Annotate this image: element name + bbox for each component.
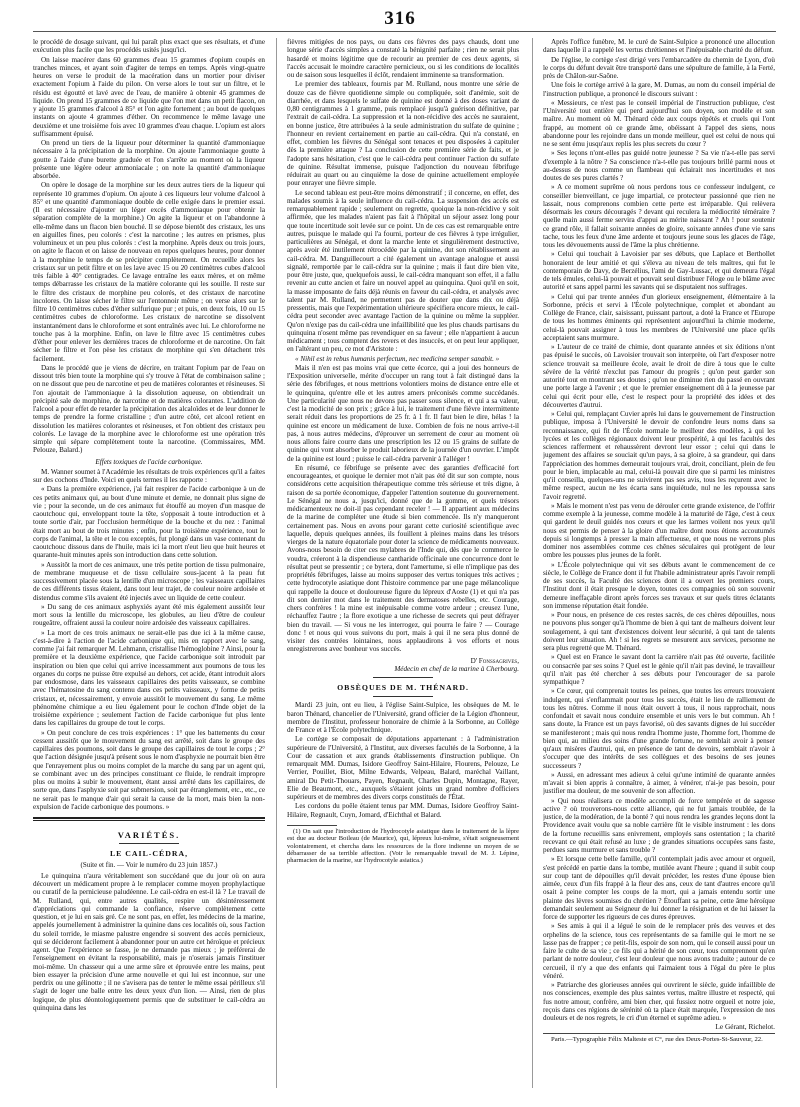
paragraph: « Dans la première expérience, j'ai fait respirer de l'acide carbonique à un de ces petits animaux qui, au bout d'une minute et demie, ne donnait plus signe de vie ; pour la seconde, un de ces animaux fut étouffé au moyen d'un masque de caoutchouc qui, enveloppant toute la tête, s'opposait à toute introduction et à toute sortie d'air, par l'occlusion hermétique de la bouche et du nez : l'animal était mort au bout de trois minutes ; enfin, pour la troisième expérience, tout le corps de l'animal, la tête et le cou exceptés, fut plongé dans un vase contenant du caoutchouc dissous dans de l'huile, mais ici la mort n'eut lieu que huit heures et quarante-huit minutes après son introduction dans cette solution. [33, 485, 265, 560]
paragraph: « Messieurs, ce n'est pas le conseil impérial de l'instruction publique, c'est l'Université tout entière qui perd aujourd'hui son doyen, son modèle et son maître. Au moment où M. Thénard cède aux coups répétés et cruels qui l'ont frappé, au moment où ce grande âme, obéissant à l'appel des siens, nous abandonne pour les rejoindre dans un monde meilleur, quel est celui de nous qui ne se sent ému jusqu'aux replis les plus secrets du cœur ? [543, 98, 775, 148]
paragraph: » On peut conclure de ces trois expériences : 1° que les battements du cœur cessent aussitôt que le mouvement du sang est arrêté, soit dans le groupe des capillaires des poumons, soit dans le groupe des capillaires de tout le corps ; 2° que l'action désignée jusqu'à présent sous le nom d'asphyxie ne pourrait bien être que l'enrayement plus ou moins complet de la marche du sang par un agent qui, se combinant avec un des principes constituant ce fluide, le rendrait impropre plus ou moins à subir le mouvement, étant aussi arrêté dans les capillaires, de sorte que, dans l'asphyxie soit par submersion, soit par étranglement, etc., etc., ce ne serait pas le manque d'air qui serait la cause de la mort, mais bien la non-expulsion de l'acide carbonique des poumons. » [33, 728, 265, 811]
paragraph: Mais il n'en est pas moins vrai que cette écorce, qui a joui des honneurs de l'Exposition universelle, mérite d'occuper un rang tout à fait distingué dans la série des fébrifuges, et nous mettrions volontiers moins de distance entre elle et le quinquina, qu'entre elle et les autres amers préconisés comme succédanés. Une particularité que nous ne devons pas passer sous silence, et qui a sa valeur, c'est la modicité de son prix ; grâce à lui, le traitement d'une fièvre intermittente serait réduit dans les proportions de 25 fr. à 1 fr. Il faut bien le dire, hélas ! la quinine est encore un médicament de luxe. Combien de fois ne nous arrive-t-il pas, à nous autres médecins, d'éprouver un serrement de cœur au moment où nous allons faire courre dans une prescription les 12 ou 15 grains de sulfate de quinine qui vont absorber le produit laborieux de la journée d'un ouvrier. L'impôt de la quinine est lourd ; puisse le cail-cédra parvenir à l'alléger ! [287, 363, 519, 463]
footnote-rule [287, 825, 337, 826]
paragraph: » Ses leçons n'ont-elles pas guidé notre jeunesse ? Sa vie n'a-t-elle pas servi d'exemple à la nôtre ? Sa conscience n'a-t-elle pas toujours brillé parmi nous et au-dessus de nous comme un flambeau qui éclairait nos incertitudes et nos doutes de ses pures clartés ? [543, 149, 775, 182]
paragraph: » Pour nous, en présence de ces restes sacrés, de ces chères dépouilles, nous ne pouvons plus songer qu'à l'homme de bien à qui tant de malheurs doivent leur soulagement, à qui tant d'existences doivent leur sécurité, à qui tant de talents doivent leur situation. Ah ! si les regrets se mesurent aux services, personne ne sera plus regretté que M. Thénard. [543, 611, 775, 652]
column-divider-right [532, 38, 533, 1088]
paragraph: » Aussi, en adressant mes adieux à celui qu'une intimité de quarante années m'avait si bien appris à connaître, à aimer, à vénérer, n'ai-je pas besoin, pour justifier ma douleur, de me souvenir de son affection. [543, 770, 775, 796]
paragraph: » Mais le moment n'est pas venu de dérouler cette grande existence, de l'offrir comme exemple à la jeunesse, comme modèle à la maturité de l'âge, c'est à ceux qui gardent le deuil guidés nos cœurs et que les larmes voilent nos yeux qu'il nous est permis de penser à la gloire d'un maître dont nous étions accoutumés depuis si longtemps à presser la main affectueuse, et que nous ne verrons plus dominer nos assemblées comme ces chênes séculaires qui protègent de leur ombre les pousses plus jeunes de la forêt. [543, 501, 775, 560]
paragraph: » Ce cœur, qui comprenait toutes les peines, que toutes les erreurs trouvaient indulgent, qui s'enflammait pour tous les succès, était le lieu de ralliement de tous les nôtres. Comme il nous était ouvert à tous, il nous rapprochait, nous confondait et savait nous conduire ensemble et unis vers le but commun. Ah ! sans doute, la France est un pays favorisé, où des savants dignes de lui succéder se manifesteront ; mais qui nous rendra l'homme juste, l'homme fort, l'homme de bien qui, au milieu des soins d'une grande fortune, ne semblait avoir à penser qu'aux misères d'autrui, qui, en présence de tant de devoirs, semblait n'avoir à s'occuper que des intérêts de ses collègues et des besoins de ses jeunes successeurs ? [543, 687, 775, 770]
paragraph: Mardi 23 juin, ont eu lieu, à l'église Saint-Sulpice, les obsèques de M. le baron Thénard, chancelier de l'Université, grand officier de la Légion d'honneur, membre de l'Institut, professeur honoraire de chimie à la Sorbonne, au Collège de France et à l'École polytechnique. [287, 701, 519, 734]
paragraph: » A ce moment suprême où nous perdons tous ce confesseur indulgent, ce conseiller bienveillant, ce juge impartial, ce protecteur passionné que rien ne lassait, nous comprenons combien cette perte est irréparable. Qui relèvera désormais les cœurs découragés ? devant qui reculera la médiocrité téméraire ? quelle main aussi ferme servira d'appui au mérite naissant ? Ah ! pour soutenir ce grand rôle, il fallait soixante années de gloire, soixante années d'une vie sans tache, tous les feux d'une âme ardente et toujours jeune sous les glaces de l'âge, tous les dévouements aussi de l'âme la plus chrétienne. [543, 183, 775, 249]
paragraph: Une fois le cortège arrivé à la gare, M. Dumas, au nom du conseil impérial de l'instruction publique, a prononcé le discours suivant : [543, 81, 775, 98]
paragraph: On laisse macérer dans 60 grammes d'eau 15 grammes d'opium coupés en tranches minces, et ayant soin d'agiter de temps en temps. Après vingt-quatre heures on verse le produit de la macération dans un mortier pour diviser exactement l'opium à l'aide du pilon. On verse alors le tout sur un filtre, et le résidu est égoutté et lavé avec de l'eau, de manière à obtenir 45 grammes de liquide. On prend 15 grammes de ce liquide que l'on met dans un petit flacon, on y ajoute 15 grammes d'alcool à 85° et l'on agite fortement ; au bout de quelques instants on ajoute 4 grammes d'éther. On recommence le même lavage une deuxième et une troisième fois avec 10 grammes d'eau chaque. L'opium est alors suffisamment épuisé. [33, 55, 265, 138]
paragraph: On opère le dosage de la morphine sur les deux autres tiers de la liqueur qui représente 10 grammes d'opium. On ajoute à ces liqueurs leur volume d'alcool à 85° et une quantité d'ammoniaque double de celle exigée dans le premier essai. (Il est nécessaire d'ajouter un léger excès d'ammoniaque pour obtenir la séparation complète de la morphine.) On agite la liqueur et on l'abandonne à elle-même dans un flacon bien bouché. Il se dépose bientôt des cristaux, les uns en aiguilles fines, peu colorés : c'est la narcotine ; les autres en prismes, plus volumineux et un peu plus colorés : c'est la morphine. Après deux ou trois jours, on agite le flacon et on laisse de nouveau en repos quelques heures, pour donner à la morphine le temps de se précipiter complètement. On recueille alors les cristaux sur un petit filtre et on les lave avec 15 ou 20 centimètres cubes d'alcool très faible à 40° centigrades. Ce lavage entraîne les eaux mères, et on même temps débarrasse les cristaux de la matière colorante qui les souille. Il reste sur le filtre des cristaux de morphine peu colorés, et des cristaux de narcotine incolores. On laisse sécher le filtre sur l'entonnoir même ; on verse alors sur le filtre 10 centimètres cubes d'éther sulfurique pur ; et puis, en deux fois, 10 ou 15 centimètres cubes de chloroforme. Les cristaux de narcotine se dissolvent instantanément dans le chloroforme et sont entraînés avec lui. Le chloroforme ne touche pas à la morphine. Enfin, on lave le filtre avec 15 centimètres cubes d'éther pour enlever les dernières traces de chloroforme et de narcotine. On fait sécher le filtre et l'on pèse les cristaux de morphine qui s'en détachent très facilement. [33, 181, 265, 363]
paragraph: M. Wanner soumet à l'Académie les résultats de trois expériences qu'il a faites sur des cochons d'Inde. Voici en quels termes il les rapporte : [33, 467, 265, 484]
paragraph: » Quel est en France le savant dont la carrière n'ait pas été ouverte, facilitée ou consacrée par ses soins ? Quel est le génie qu'il n'ait pas deviné, le travailleur qu'il n'ait pas été chercher à ses débuts pour l'encourager de sa parole sympathique ? [543, 653, 775, 686]
paragraph: » Ses amis à qui il a légué le soin de le remplacer près des veuves et des orphelins de la science, tous ces représentants de sa famille qui le mort ne se lasse pas de frapper ; ce petit-fils, espoir de son nom, qui le conseil aussi pour un faire le culte de sa vie ; ce fils qui a hérité de son cœur, tous comprennent qu'en parlant de notre douleur, c'est leur douleur que nous avons traduite ; autour de ce cercueil, il n'y a que des enfants qui l'aimaient tous à l'égal du père le plus vénéré. [543, 922, 775, 980]
paragraph: Le cortège se composait de députations appartenant : à l'administration supérieure de l'Université, à l'Institut, aux diverses facultés de la Sorbonne, à la Cour de cassation et aux grands établissements d'instruction publique. On remarquait MM. Dumas, Isidore Geoffroy Saint-Hilaire, Flourens, Pelouze, Le Verrier, Pouillet, Biot, Milne Edwards, Velpeau, Balard, maréchal Vaillant, amiral Du Petit-Thouars, Payen, Regnault, Charles Dupin, Montagne, Rayer, Elie de Beaumont, etc., auxquels s'étaient joints un grand nombre d'officiers supérieurs et de membres des divers corps constitués de l'État. [287, 735, 519, 801]
paragraph: De l'église, le cortège s'est dirigé vers l'embarcadère du chemin de Lyon, d'où le corps du défunt devait être transporté dans une sépulture de famille, à la Ferté, près de Châlon-sur-Saône. [543, 55, 775, 80]
section-title-varietes: VARIÉTÉS. [117, 830, 181, 840]
paragraph: » Aussitôt la mort de ces animaux, une très petite portion de tissu pulmonaire, de membrane muqueuse et de tissu cellulaire sous-jacent à la peau fut successivement placée sous la lentille d'un microscope ; les vaisseaux capillaires de ces différents tissus étaient, dans tout leur trajet, de couleur noire ardoisée et distendus comme s'ils avaient été injectés avec un liquide de cette couleur. [33, 560, 265, 602]
signature: D' Fonssagrives, [470, 656, 519, 665]
paragraph: » Du sang de ces animaux asphyxiés ayant été mis également aussitôt leur mort sous la lentille du microscope, les globules, au lieu d'être de couleur rougeâtre, offraient aussi la couleur noire ardoisée des vaisseaux capillaires. [33, 602, 265, 628]
article-title-thenard: OBSÈQUES DE M. THÉNARD. [337, 683, 469, 692]
paragraph: Le quinquina n'aura véritablement son succédané que du jour où on aura découvert un médicament propre à le remplacer comme moyen prophylactique ou curatif de la pernicieuse paludéenne. Le cail-cédra en est-il là ? Le travail de M. Rulland, qui, entre autres qualités, respire un désintéressement d'appréciations qui commande la confiance, réserve complètement cette question, et je lui en sais gré. Ce ne sont pas, en effet, les médecins de la marine, appelés journellement à administrer la quinine dans ces localités où, sous l'action du soleil torride, le miasme palustre engendre si souvent des accès pernicieux, qui se décideront facilement à abandonner pour un autre cet héroïque et précieux agent. Que l'expérience se fasse, je ne demande pas mieux ; je préférerai de l'enseignement en évitant la responsabilité, mais je n'oserais jamais l'instituer moi-même. Un chasseur qui a une arme sûre et éprouvée entre les mains, peut bien essayer la précision d'une arme nouvelle et qui lui est inconnue, sur une perdrix ou une gélinotte ; il ne s'avisera pas de tenter le même essai périlleux s'il s'agit de loger une balle entre les deux yeux d'un lion. — Ainsi, rien de plus logique, de plus déontologiquement permis que de substituer le cail-cédra au quinquina dans les [33, 871, 265, 1012]
header-rule [33, 31, 776, 32]
paragraph: Les cordons du poêle étaient tenus par MM. Dumas, Isidore Geoffroy Saint-Hilaire, Regnault, Cuyn, Jomard, d'Eichthal et Balard. [287, 802, 519, 819]
paragraph: » Celui qui par trente années d'un glorieux enseignement, élémentaire à la Sorbonne, précis et servi à l'École polytechnique, complet et abondant au Collège de France, clair, saisissant, puissant partout, a doté la France et l'Europe de tous les hommes éminents qui représentent aujourd'hui la chimie moderne, celui-là pouvait assigner à tous les membres de l'Université une place qu'ils acceptaient sans murmure. [543, 292, 775, 342]
short-rule [373, 696, 433, 697]
paragraph: fièvres mitigées de nos pays, ou dans ces fièvres des pays chauds, dont une longue série d'accès simples a constaté la bénignité parfaite ; rien ne serait plus hasardé et moins légitime que de recourir au premier de ces deux agents, si l'accès accusait le moindre caractère pernicieux, ou si les conditions de localités ou de saison sous lesquelles il éclôt, rendaient imminente sa transformation. [287, 38, 519, 79]
signature-role: Médecin en chef de la marine à Cherbourg. [394, 664, 519, 673]
paragraph: » La mort de ces trois animaux ne serait-elle pas due ici à la même cause, c'est-à-dire à l'action de l'acide carbonique qui, mis en rapport avec le sang, comme j'ai fait remarquer M. Lehmann, cristallise l'hémoglobine ? Ainsi, pour la première et la deuxième expérience, que l'acide carbonique soit introduit par inspiration ou bien que celui qui arrive incessamment aux poumons de tous les organes du corps ne puisse être expulsé au dehors, cet acide, étant introduit alors par endosmose, dans les vaisseaux capillaires des petits vaisseaux, se combine avec l'hématosine du sang contenu dans ces petits vaisseaux, y forme de petits cristaux, et, nécessairement, y envoie aussitôt le mouvement du sang. Le même phénomène chimique a eu lieu également pour le cochon d'Inde objet de la troisième expérience ; seulement l'action de l'acide carbonique fut plus lente dans les capillaires du groupe de tout le corps. [33, 628, 265, 728]
column-divider-left [276, 38, 277, 1088]
paragraph: Le premier des tableaux, fournis par M. Rulland, nous montre une série de douze cas de fièvre quotidienne simple ou compliquée, soit d'anémie, soit de diarrhée, et dans lesquels le sulfate de quinine est donné à des doses variant de 0,80 centigrammes à 1 gramme, puis remplacé jusqu'à guérison définitive, par l'extrait de cail-cédra. La suppression et la non-récidive des accès ne sauraient, en bonne justice, être attribuées à la seule administration du sulfate de quinine ; l'honneur en revient certainement en partie au cail-cédra. Qui n'a constaté, en effet, combien les fièvres du Sénégal sont tenaces et peu disposées à capituler dès la première attaque ? La conclusion de cette première série de faits, et je l'adopte sans hésitation, c'est que le cail-cédra peut continuer l'action du sulfate de quinine. Résultat immense, puisque l'adjonction du nouveau fébrifuge réduirait au quart ou au cinquième la dose de quinine actuellement employée pour enrayer une fièvre simple. [287, 80, 519, 188]
paragraph: le procédé de dosage suivant, qui lui paraît plus exact que ses résultats, et d'une exécution plus facile que les procédés usités jusqu'ici. [33, 38, 265, 55]
footnote: (1) On sait que l'introduction de l'hydrocotyle asiatique dans le traitement de la lèpre est due au docteur Boileau (de Maurice), qui, lépreux lui-même, s'était soigneusement volontairement, et chercha dans les ressources de la flore indienne un moyen de se débarrasser de sa terrible affection. (Voir le remarquable travail de M. J. Lépine, pharmacien de la marine, sur l'hydrocotyle asiatica.) [287, 827, 519, 865]
paragraph: » L'auteur de ce traité de chimie, dont quarante années et six éditions n'ont pas épuisé le succès, où Lavoisier trouvait son interprète, où l'art d'exposer notre science trouvait sa meilleure école, avait le droit de dire à tous que le culte sévère de la vérité n'exclut pas l'amour du progrès ; qu'on peut garder son autorité tout en montrant ses doutes ; qu'on ne diminue rien du passé en ouvrant une porte large à l'avenir ; et que le premier enseignement dû à la jeunesse par celui qui écrit pour elle, c'est le respect pour la propriété des idées et des découvertes d'autrui. [543, 343, 775, 409]
paragraph: En résumé, ce fébrifuge se présente avec des garanties d'efficacité fort encourageantes, et quoique le dernier mot n'ait pas été dit sur son compte, nous considérons cette acquisition thérapeutique comme très sérieuse et très digne, à raison de sa portée économique, d'appeler l'attention soutenue du gouvernement. Le Sénégal ne nous a, jusqu'ici, donné que de la gomme, et quels trésors médicamenteux ne doit-il pas cependant receler ! — Il appartient aux médecins de la marine de compléter une étude si bien commencée. Ils n'y manqueront certainement pas. Nous en avons pour garant cette curiosité scientifique avec laquelle, depuis quelques années, ils fouillent à pleines mains dans les trésors vierges de la nature équatoriale pour doter la science de médicaments nouveaux. Avons-nous besoin de citer ces mylabres de l'Inde qui, dès que le commerce le voudra, créeront à la dispendieuse cantharide officinale une concurrence dont le résultat peut se pressentir ; ce bytera, dont l'amertume, si elle n'implique pas des propriétés fébrifuges, laisse au moins supposer des vertus toniques très actives ; cette hydrocotyle asiatique dont l'histoire commence par une page mélancolique qui rappelle la douce et douloureuse figure du lépreux d'Aoste (1) et qui n'a pas dit son dernier mot dans le traitement des dermatoses rebelles, etc. Courage, chers confrères ! la mine est inépuisable comme votre ardeur ; creusez l'une, réchauffez l'autre ; la flore exotique a une richesse de secrets qui peut défrayer bien du travail. — Si vous ne les interrogez, qui pourra le faire ? — Courage donc ! et nous qui vous suivons du port, mais à qui il ne sera plus donné de visiter des contrées lointaines, nous applaudirons à vos efforts et nous enregistrerons avec bonheur vos succès. [287, 463, 519, 654]
article-subtitle: (Suite et fin. — Voir le numéro du 23 juin 1857.) [80, 860, 218, 869]
quote: « Nihil est in rebus humanis perfectum, nec medicina semper sanabit. » [295, 354, 500, 363]
column-left [33, 38, 265, 1088]
paragraph: » Patriarche des glorieuses années qui ouvrirent le siècle, guide infaillible de nos consciences, exemple des plus saintes vertus, maître illustre et respecté, qui fus notre amour, confrère, ami bien cher, qui fussiez notre orgueil et notre joie, reçois dans ces régions de sérénité où ta place était marquée, l'expression de nos douleurs et de nos regrets, le cri d'un éternel et suprême adieu. » [543, 981, 775, 1022]
section-rule [33, 817, 265, 819]
page-number: 316 [384, 8, 416, 29]
short-rule [373, 677, 433, 678]
paragraph: Dans le procédé que je viens de décrire, en traitant l'opium par de l'eau on dissout très bien toute la morphine qui s'y trouve à l'état de combinaison saline ; on ne dissout que peu de narcotine et peu de matières colorantes et résineuses. Si l'on ajoutait de l'ammoniaque à la dissolution aqueuse, on obtiendrait un précipité sale de morphine, de narcotine et de matières colorantes. L'addition de l'alcool a pour effet de retarder la précipitation des alcaloïdes et de leur donner le temps de prendre la forme cristalline ; d'un autre côté, cet alcool retient en dissolution les matières colorantes et résineuses, et l'on obtient des cristaux peu colorés. Le lavage de la morphine avec le chloroforme est une opération très simple qui sépare complètement toute la narcotine. (Commissaires, MM. Pelouze, Balard.) [33, 363, 265, 455]
column-right [543, 38, 775, 1088]
paragraph: » L'École polytechnique qui vit ses débuts avant le commencement de ce siècle, le Collège de France dont il fut l'habile administrateur après l'avoir rempli de ses succès, la Faculté des sciences dont il a ouvert les premiers cours, l'Institut dont il était presque le doyen, toutes ces compagnies où son souvenir demeure ineffaçable diront après forces ses travaux et sur quels titres éclatants son immense réputation était fondée. [543, 560, 775, 610]
paragraph: Le second tableau est peut-être moins démonstratif ; il concerne, en effet, des malades soumis à la seule influence du cail-cédra. La suspension des accès est remarquablement rapide ; seulement on regrette, quoique la non-récidive y soit affirmée, que les malades n'aient pas fait à l'hôpital un séjour assez long pour que toute incertitude soit levée sur ce point. Un de ces cas est remarquable entre autres, puisque le malade qui l'a fourni, porteur de ces fièvres à type irrégulier, particulières au Sénégal, et dont la marche lente et singulièrement destructive, après avoir été inutilement rétrocédée par la quinine, dut son rétablissement au cail-cédra. M. Danguillecourt a cité également un avantage analogue et aussi signalé, remportée par le cail-cédra sur la quinine ; mais il faut dire bien vite, pour être juste, que, quelquefois aussi, le cail-cédra manquant son effet, il a fallu revenir au cutte ancien et faire un nouvel appel au quinquina. Quoi qu'il en soit, la masse imposante de faits déjà réunis en faveur du cail-cédra, et analysés avec talent par M. Rulland, ne permettent pas de douter que dans dix ou déjà pressentis, mais que l'expérimentation ultérieure spécifiera encore mieux, le cail-cédra peut seconder avec avantage l'action de la quinine ou même la suppléer. Qu'on n'exige pas du cail-cédra une infaillibilité que les plus chauds partisans du quinquina n'osent même pas revendiquer en sa faveur ; elle n'appartient à aucun médicament ; tous comptent des revers et des insuccès, et on peut leur appliquer, en l'altérant un peu, ce mot d'Aristote : [287, 188, 519, 354]
paragraph: » Celui qui touchait à Lavoisier par ses débuts, que Laplace et Berthollet honoraient de leur amitié et qui s'éleva au niveau de tels maîtres, qui fut le contemporain de Davy, de Berzélius, l'ami de Gay-Lussac, et qui demeura l'égal de tels émules, celui-là pouvait et pouvait seul distribuer l'éloge ou le blâme avec autorité et sans appel parmi les savants qui se disputaient nos suffrages. [543, 250, 775, 292]
subheading-carbonic-acid: Effets toxiques de l'acide carbonique. [95, 457, 203, 466]
paragraph: Après l'office funèbre, M. le curé de Saint-Sulpice a prononcé une allocution dans laquelle il a rappelé les vertus chrétiennes et l'inépuisable charité du défunt. [543, 38, 775, 55]
short-rule [119, 843, 179, 844]
article-title-cail-cedra: LE CAIL-CÉDRA, [109, 849, 189, 859]
paragraph: On prend un tiers de la liqueur pour déterminer la quantité d'ammoniaque nécessaire à la précipitation de la morphine. On ajoute l'ammoniaque goutte à goutte à l'aide d'une burette graduée et l'on s'arrête au moment où la liqueur présente une légère odeur ammoniacale ; on note la quantité d'ammoniaque absorbée. [33, 139, 265, 180]
editor-signature: Le Gérant, Richelot. [715, 1022, 775, 1032]
paragraph: » Celui qui, remplaçant Cuvier après lui dans le gouvernement de l'instruction publique, imposa à l'Université le devoir de confondre leurs noms dans sa reconnaissance, qui fit de l'École normale le meilleur des modèles, à qui les lycées et les collèges régionaux doivent leur prospérité, à qui les facultés des sciences rafferment et rehaussèrent devront leur essor ; celui qui dans le jugement des affaires se souciait qu'un pays, à sa gloire, à sa grandeur, qui dans l'appréciation des hommes demeurait toujours vrai, droit, conciliant, plein de feu pour le bien, implacable au mal, celui-là pouvait dire que si parmi les ministres qu'il conseilla, quelques-uns ne suivirent pas ses avis, tous les reçurent avec le même respect, aucun ne les écarta sans inquiétude, nul ne les repoussa sans l'avoir regretté. [543, 410, 775, 501]
section-rule-thin [33, 820, 265, 821]
printer-line: Paris.—Typographie Félix Malteste et C°, rue des Deux-Portes-St-Sauveur, 22. [543, 1033, 775, 1044]
column-middle [287, 38, 519, 1088]
paragraph: » Qui nous réalisera ce modèle accompli de force tempérée et de sagesse active ? où trouverons-nous cette alliance, qui ne fut jamais troublée, de la justice, de la modération, de la bonté ? qui nous rendra les grandes leçons dont la Providence avait voulu que sa noble carrière fût le visible instrument : les dons de la fortune recueillis sans enivrement, employés sans ostentation ; la charité recevant ce qui était refusé au luxe ; de grandes situations occupées sans faste, perdues sans murmure et sans trouble ? [543, 796, 775, 854]
paragraph: » Et lorsque cette belle famille, qu'il contemplait jadis avec amour et orgueil, s'est précédé en partie dans la tombe, mutilée avant l'heure ; quand il subit coup sur coup tant de dépouilles qu'il devait précéder, les restes d'une épouse bien aimée, ceux d'un fils frappé à la fleur des ans, ceux de tant d'autres encore qu'il osait à peine compter les coups de la mort, qui a jamais entendu sortir une plainte des lèvres soumises du chrétien ? Étouffant sa peine, cette âme héroïque demandait seulement au Seigneur de lui donner la résignation et de lui laisser la force de supporter les rigueurs de ces dures épreuves. [543, 855, 775, 921]
